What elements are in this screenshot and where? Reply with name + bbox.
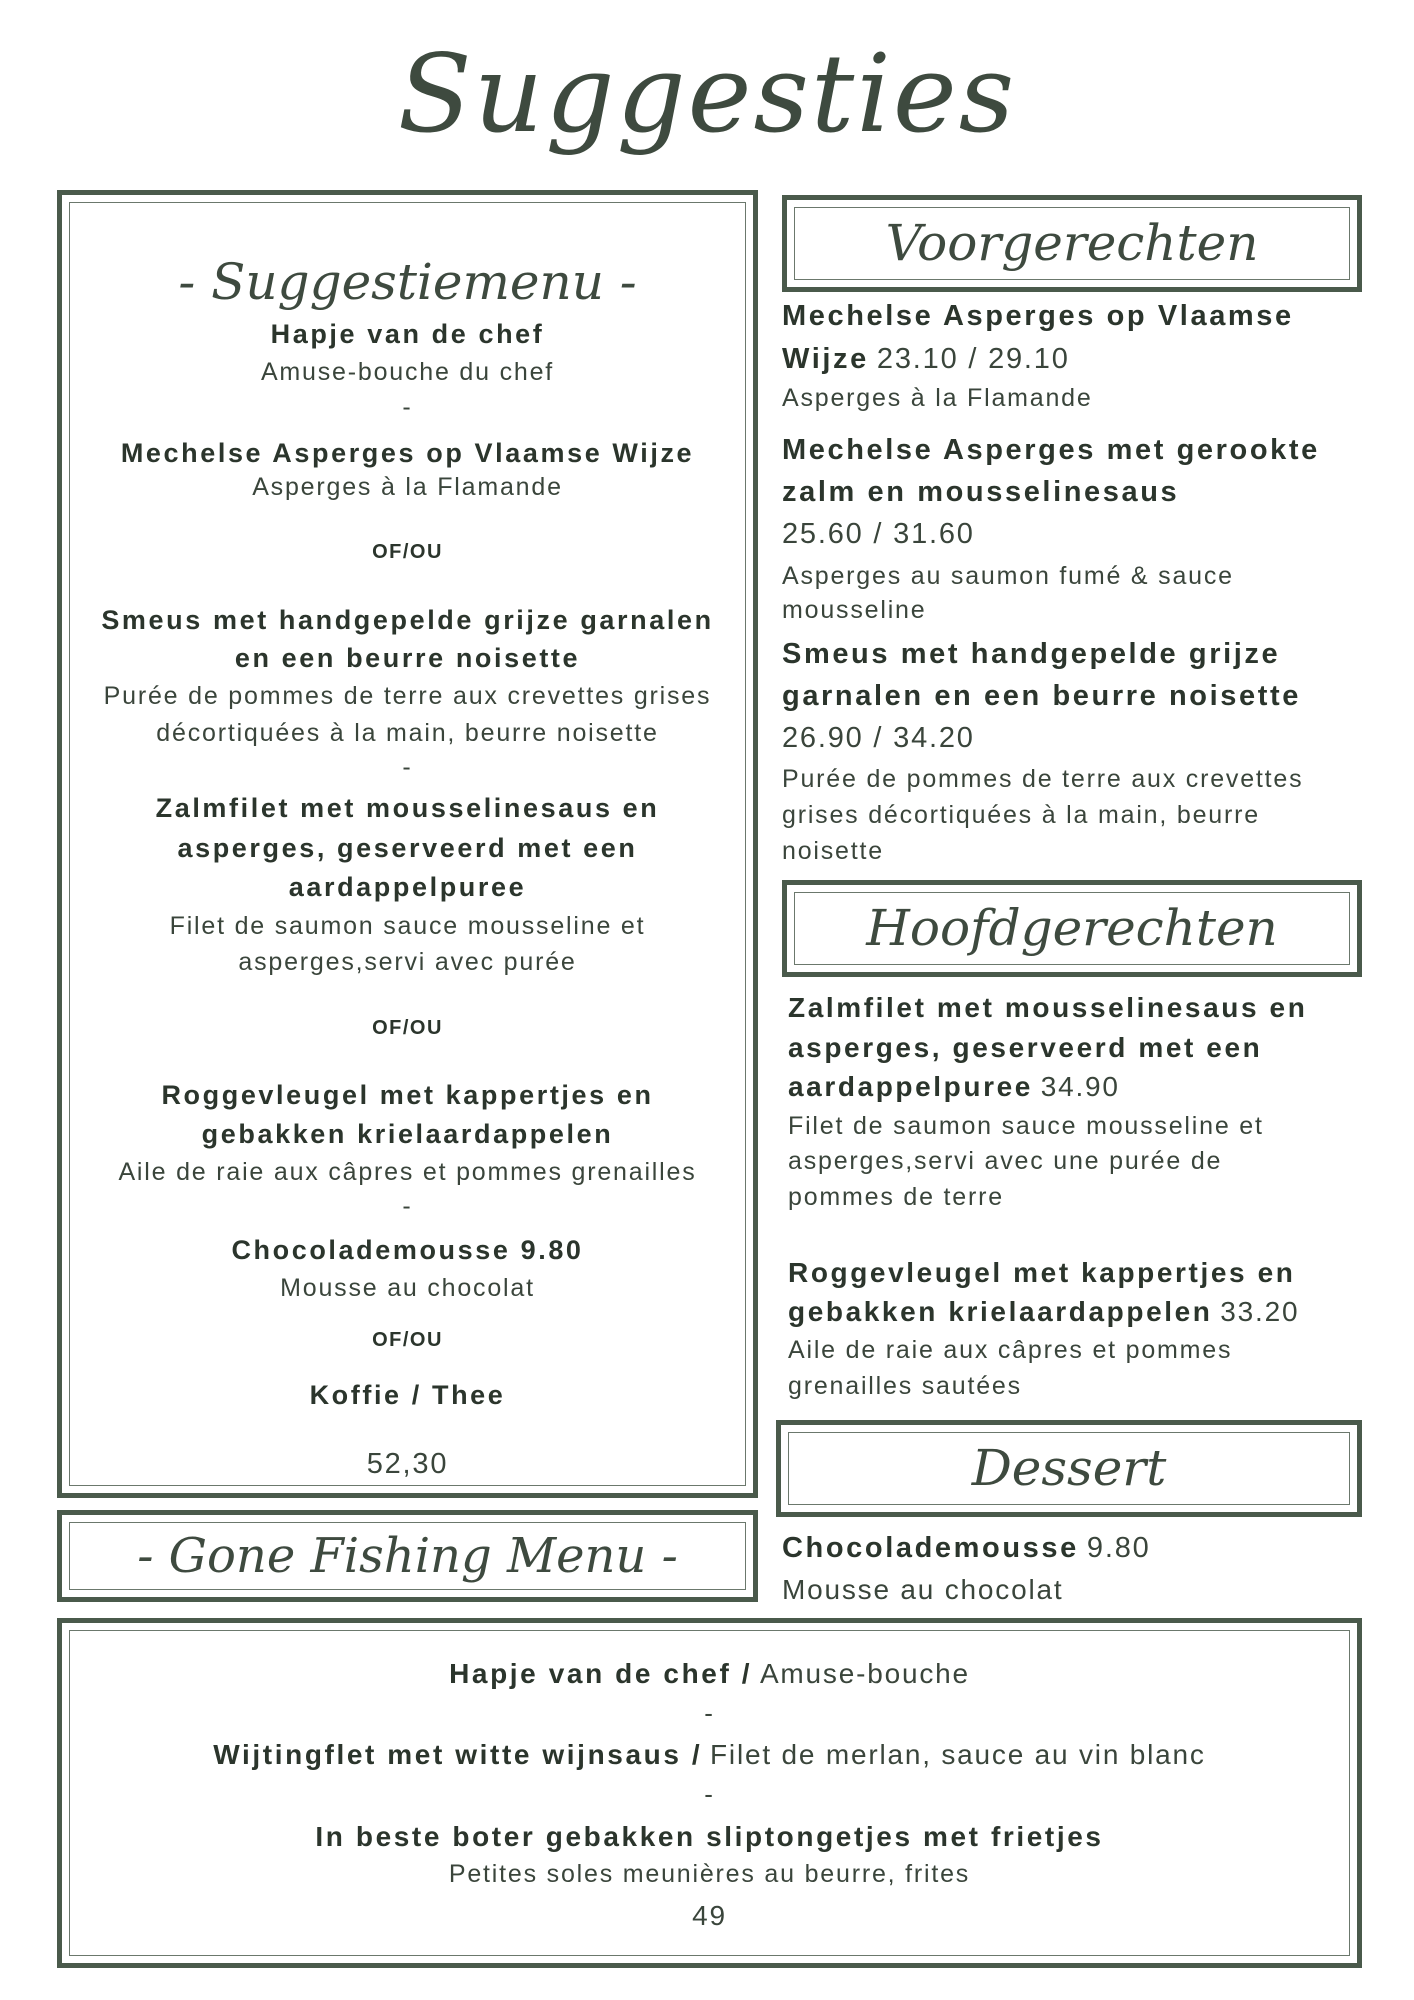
menu-item-name: gebakken krielaardappelen [201,1119,614,1149]
menu-item-desc: Mousse au chocolat [280,1274,535,1302]
dish-name: zalm en mousselinesaus [782,476,1180,508]
gone-fishing-title: - Gone Fishing Menu - [137,1528,678,1584]
separator: - [704,1779,715,1809]
menu-item-desc: décortiquées à la main, beurre noisette [156,719,659,747]
menu-item-name: Koffie / Thee [309,1380,506,1410]
dish-price: 26.90 / 34.20 [782,722,975,754]
menu-item-desc: Purée de pommes de terre aux crevettes grises [103,682,712,710]
menu-item-desc: Asperges à la Flamande [252,473,563,501]
dish-desc: noisette [782,837,884,865]
separator: - [402,1192,413,1220]
gone-fishing-line [62,1658,1357,1690]
gone-fishing-panel [57,1618,1362,1968]
or-label: OF/OU [372,1017,443,1039]
menu-item-name: Chocolademousse 9.80 [231,1235,584,1265]
menu-item-name: Roggevleugel met kappertjes en [161,1080,654,1110]
gone-fishing-line [62,1739,1357,1771]
dish-desc: Purée de pommes de terre aux crevettes [782,765,1304,793]
course-name: In beste boter gebakken sliptongetjes met frietjes [315,1821,1104,1852]
dish-name: gebakken krielaardappelen [788,1296,1213,1327]
dish-name: Chocolademousse [782,1532,1079,1564]
menu-item-name: Smeus met handgepelde grijze garnalen [101,605,714,635]
dish-name: garnalen en een beurre noisette [782,680,1301,712]
hoofdgerechten-title: Hoofdgerechten [866,899,1278,957]
menu-item-desc: asperges,servi avec purée [238,948,577,976]
dish-price: 34.90 [1040,1071,1120,1102]
dish-desc: grises décortiquées à la main, beurre [782,801,1260,829]
dish-desc: Asperges à la Flamande [782,384,1093,412]
dish-name: asperges, geserveerd met een [788,1032,1263,1063]
suggestiemenu-title: - Suggestiemenu - [178,253,637,311]
dish-desc: pommes de terre [788,1183,1004,1211]
menu-price: 49 [692,1900,727,1931]
dish-name-line [788,1296,1368,1328]
course-name: Hapje van de chef / [449,1658,753,1689]
dish-name: Mechelse Asperges op Vlaamse [782,300,1294,332]
dish-price: 25.60 / 31.60 [782,518,975,550]
menu-item-name: en een beurre noisette [234,643,581,673]
separator: - [402,393,413,421]
dessert-header [776,1420,1362,1517]
gone-fishing-header [57,1510,758,1602]
dish-name: aardappelpuree [788,1071,1033,1102]
or-label: OF/OU [372,1329,443,1351]
dish-price: 23.10 / 29.10 [876,343,1070,375]
dish-name: Mechelse Asperges met gerookte [782,434,1320,466]
menu-item-name: asperges, geserveerd met een [177,833,638,863]
menu-price: 52,30 [366,1448,449,1480]
hoofdgerechten-header [782,880,1362,977]
voorgerechten-header [782,195,1362,292]
dish-desc: Aile de raie aux câpres et pommes [788,1336,1233,1364]
dish-desc: grenailles sautées [788,1372,1022,1400]
course-desc: Petites soles meunières au beurre, frites [448,1860,971,1888]
dish-desc: mousseline [782,596,927,624]
page-title: Suggesties [397,32,1017,157]
dish-name: Wijze [782,343,869,375]
menu-item-desc: Filet de saumon sauce mousseline et [169,912,646,940]
dish-desc: Filet de saumon sauce mousseline et [788,1112,1264,1140]
dish-desc: Asperges au saumon fumé & sauce [782,562,1234,590]
suggestiemenu-panel [57,190,758,1498]
dish-desc: asperges,servi avec une purée de [788,1147,1223,1175]
course-name: Wijtingflet met witte wijnsaus / [213,1739,703,1770]
dish-name-line [782,343,1362,376]
dish-name: Zalmfilet met mousselinesaus en [788,992,1308,1023]
menu-item-name: Mechelse Asperges op Vlaamse Wijze [120,438,695,468]
dish-name: Smeus met handgepelde grijze [782,638,1281,670]
voorgerechten-title: Voorgerechten [885,214,1259,272]
dish-name-line [788,1071,1368,1103]
dish-name-line [782,1532,1362,1565]
menu-item-name: Zalmfilet met mousselinesaus en [155,793,660,823]
separator: - [402,753,413,781]
menu-item-name: aardappelpuree [288,872,527,902]
dessert-title: Dessert [971,1439,1167,1497]
dish-price: 33.20 [1220,1296,1300,1327]
separator: - [704,1698,715,1728]
menu-item-name: Hapje van de chef [270,319,545,349]
or-label: OF/OU [372,541,443,563]
dish-name: Roggevleugel met kappertjes en [788,1257,1296,1288]
dish-price: 9.80 [1086,1532,1151,1564]
course-desc: Filet de merlan, sauce au vin blanc [710,1739,1206,1770]
menu-item-desc: Aile de raie aux câpres et pommes grenailles [118,1158,697,1186]
dish-desc: Mousse au chocolat [782,1574,1064,1605]
menu-item-desc: Amuse-bouche du chef [260,358,555,386]
course-desc: Amuse-bouche [759,1658,970,1689]
